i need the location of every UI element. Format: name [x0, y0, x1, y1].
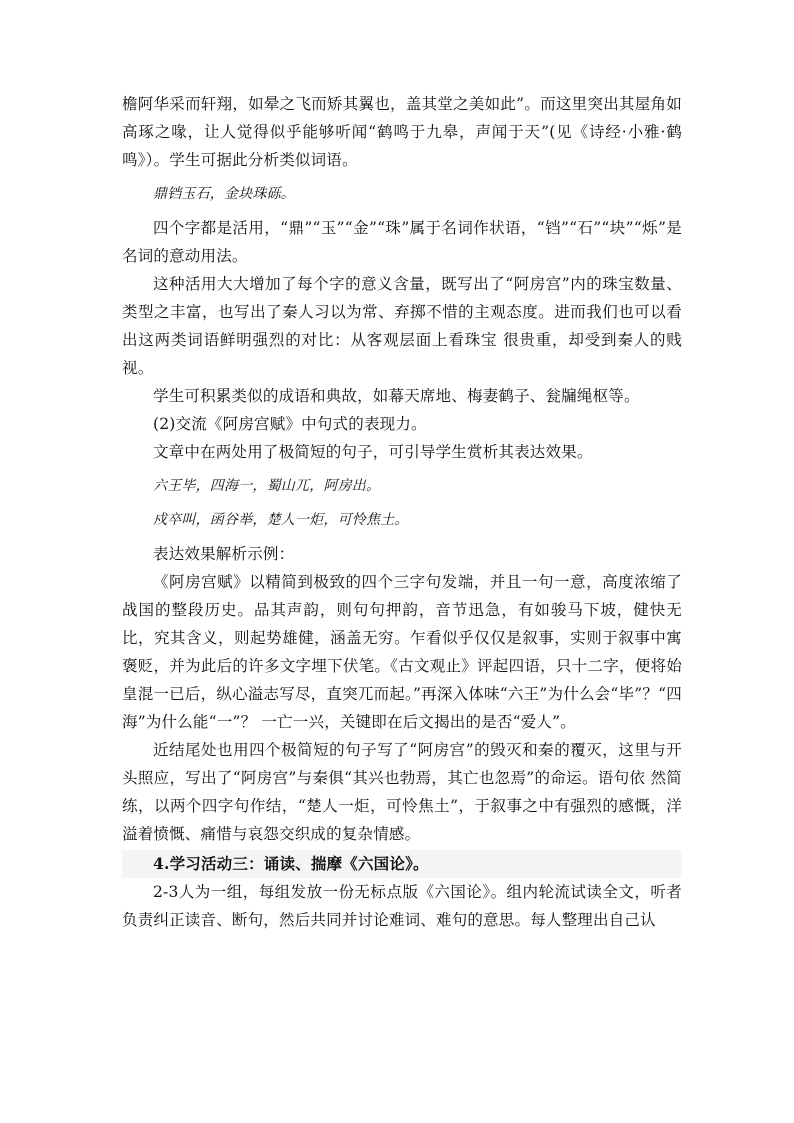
- paragraph-group-reading: 2-3人为一组，每组发放一份无标点版《六国论》。组内轮流试读全文，听者负责纠正读音、断句，然后共同并讨论难词、难句的意思。每人整理出自己认: [122, 883, 682, 929]
- paragraph-meaning-contrast: 这种活用大大增加了每个字的意义含量，既写出了“阿房宫”内的珠宝数量、类型之丰富，也写出了秦人习以为常、弃掷不惜的主观态度。进而我们也可以看出这两类词语鲜明强烈的对比：从客观层面上看珠宝 很贵重，却受到秦人的贱视。: [122, 275, 682, 377]
- quote-dingcheng: 鼎铛玉石，金块珠砾。: [153, 186, 295, 202]
- paragraph-idioms: 学生可积累类似的成语和典故，如幕天席地、梅妻鹤子、瓮牖绳枢等。: [153, 387, 640, 405]
- paragraph-short-sentences: 文章中在两处用了极简短的句子，可引导学生赏析其表达效果。: [153, 443, 593, 461]
- paragraph-continuation: 檐阿华采而轩翔，如晕之飞而矫其翼也，盖其堂之美如此”。而这里突出其屋角如高琢之喙，让人觉得似乎能够听闻“鹤鸣于九皋，声闻于天”(见《诗经·小雅·鹤鸣》）。学生可据此分析类似词语。: [122, 95, 682, 169]
- section-sentence-style: (2)交流《阿房宫赋》中句式的表现力。: [153, 415, 427, 433]
- quote-shuzu: 戍卒叫，函谷举，楚人一炬，可怜焦土。: [153, 512, 409, 528]
- activity-heading: 4.学习活动三：诵读、揣摩《六国论》。: [122, 850, 682, 878]
- paragraph-word-usage: 四个字都是活用，“鼎”“玉”“金”“珠”属于名词作状语，“铛”“石”“块”“烁”是名词的意动用法。: [122, 219, 682, 265]
- quote-liuwang: 六王毕，四海一，蜀山兀，阿房出。: [153, 478, 381, 494]
- paragraph-analysis-opening: 《阿房宫赋》以精简到极致的四个三字句发端，并且一句一意，高度浓缩了战国的整段历史。品其声韵，则句句押韵，音节迅急，有如骏马下坡，健快无比，究其含义，则起势雄健，涵盖无穷。乍看似乎仅仅是叙事，实则于叙事中寓褒贬，并为此后的许多文字埋下伏笔。《古文观止》评起四语，只十二字，便将始皇混一已后，纵心溢志写尽，直突兀而起。”再深入体味“六王”为什么会“毕”？“四海”为什么能“一”？ 一亡一兴，关键即在后文揭出的是否“爱人”。: [122, 573, 682, 731]
- paragraph-analysis-ending: 近结尾处也用四个极简短的句子写了“阿房宫”的毁灭和秦的覆灭，这里与开头照应，写出了“阿房宫”与秦俱“其兴也勃焉，其亡也忽焉”的命运。语句依 然简练，以两个四字句作结，“楚人一炬，可怜焦土”，于叙事之中有强烈的感慨，洋溢着愤慨、痛惜与哀怨交织成的复杂情感。: [122, 741, 682, 843]
- paragraph-example-label: 表达效果解析示例：: [153, 545, 295, 563]
- document-page: [122, 90, 682, 934]
